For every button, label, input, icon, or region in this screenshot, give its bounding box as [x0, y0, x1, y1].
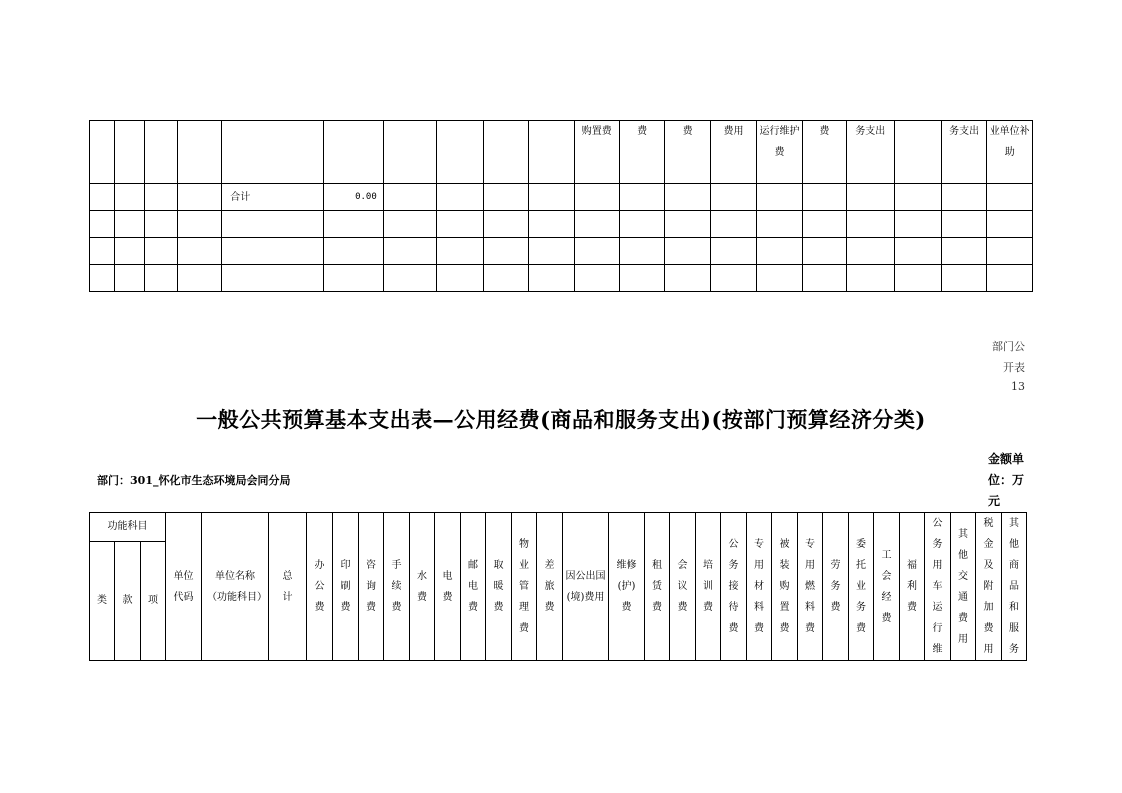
col-header: 水费 [410, 513, 435, 661]
unit-code-header: 单位代码 [166, 513, 202, 661]
side-note-table-number: 13 [1011, 380, 1025, 393]
page-title: 一般公共预算基本支出表—公用经费(商品和服务支出)(按部门预算经济分类) [196, 407, 926, 432]
side-note-line1: 部门公 [992, 340, 1025, 353]
header-cell: 业单位补助 [987, 121, 1033, 184]
header-cell: 费 [665, 121, 710, 184]
col-header: 工会经费 [874, 513, 900, 661]
col-header: 会议费 [670, 513, 696, 661]
col-header: 培训费 [696, 513, 721, 661]
amount-unit-label: 金额单位：万元 [988, 452, 1025, 508]
total-label: 合计 [222, 184, 324, 211]
side-note-line2: 开表 [1003, 361, 1025, 374]
col-header: 电费 [435, 513, 461, 661]
col-header: 其他商品和服务 [1002, 513, 1027, 661]
item-header: 项 [141, 541, 166, 660]
col-header: 咨询费 [359, 513, 384, 661]
col-header: 邮电费 [461, 513, 486, 661]
col-header: 办公费 [307, 513, 333, 661]
total-row [90, 184, 1033, 211]
total-header: 总计 [269, 513, 307, 661]
col-header: 福利费 [900, 513, 925, 661]
header-cell: 费 [619, 121, 664, 184]
total-value: 0.00 [324, 184, 384, 211]
col-header: 专用材料费 [747, 513, 772, 661]
category-header: 类 [90, 541, 115, 660]
col-header: 专用燃料费 [798, 513, 823, 661]
continuation-header-row [90, 121, 1033, 184]
col-header: 维修(护)费 [609, 513, 645, 661]
col-header: 公务用车运行维 [925, 513, 951, 661]
col-header: 取暖费 [486, 513, 512, 661]
col-header: 委托业务费 [849, 513, 874, 661]
col-header: 差旅费 [537, 513, 563, 661]
col-header: 物业管理费 [512, 513, 537, 661]
header-cell: 费 [802, 121, 846, 184]
department-label: 部门：301_怀化市生态环境局会同分局 [97, 474, 291, 487]
continuation-table [89, 120, 1033, 292]
header-cell: 运行维护费 [757, 121, 802, 184]
section-header: 款 [115, 541, 141, 660]
col-header: 其他交通费用 [951, 513, 976, 661]
col-header: 租赁费 [645, 513, 670, 661]
expenditure-header-table [89, 512, 1051, 661]
header-cell: 费用 [710, 121, 756, 184]
col-header: 被装购置费 [772, 513, 798, 661]
col-header: 公务接待费 [721, 513, 747, 661]
unit-name-header: 单位名称（功能科目） [202, 513, 269, 661]
col-header: 劳务费 [823, 513, 849, 661]
header-cell: 务支出 [941, 121, 986, 184]
header-cell: 购置费 [574, 121, 619, 184]
col-header: 因公出国(境)费用 [563, 513, 609, 661]
function-category-group-header: 功能科目 [90, 513, 166, 542]
header-cell: 务支出 [847, 121, 894, 184]
table-row [90, 265, 1033, 292]
table-row [90, 238, 1033, 265]
col-header: 手续费 [384, 513, 410, 661]
table-row [90, 211, 1033, 238]
col-header: 税金及附加费用 [976, 513, 1002, 661]
col-header: 印刷费 [333, 513, 359, 661]
